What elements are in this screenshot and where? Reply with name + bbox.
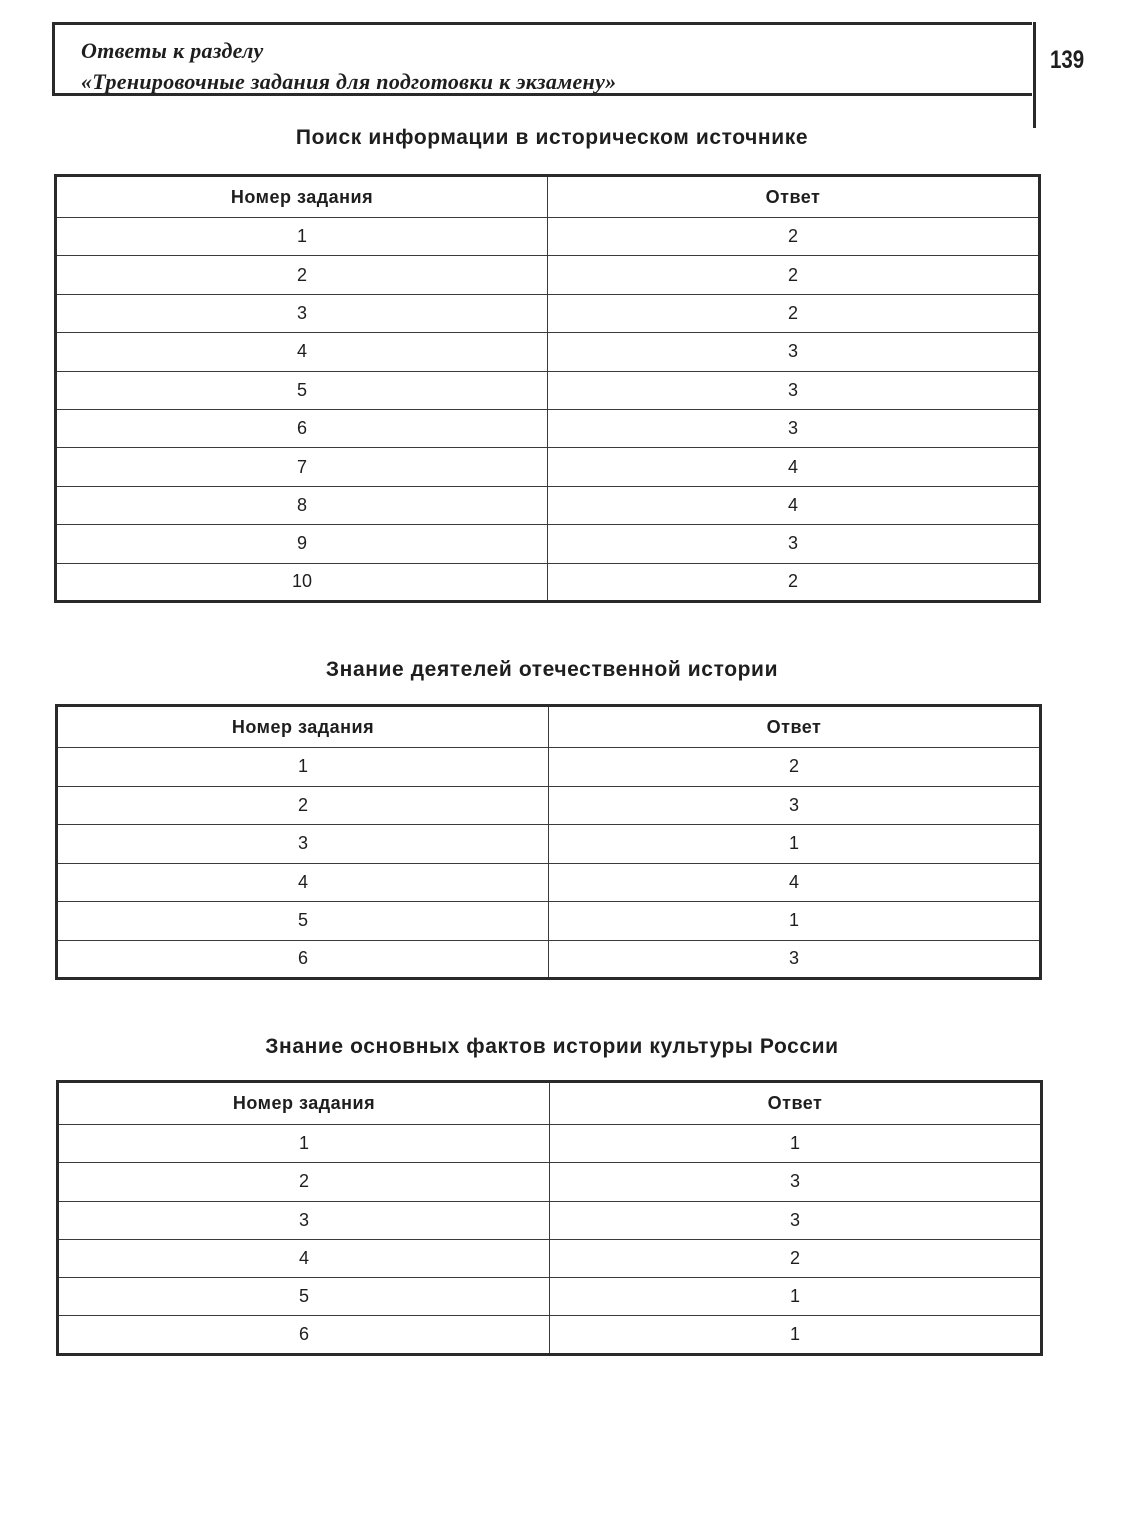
- header-line-2: «Тренировочные задания для подготовки к экзамену»: [81, 69, 617, 94]
- table-row: [57, 863, 1041, 902]
- table-row: [56, 371, 1040, 409]
- table-row: [56, 486, 1040, 524]
- answer-cell: 3: [550, 1163, 1042, 1201]
- task-number-cell: 6: [58, 1316, 550, 1354]
- answer-cell: 4: [548, 448, 1040, 486]
- table-row: [56, 294, 1040, 332]
- table-row: [58, 1239, 1042, 1277]
- table-row: [58, 1201, 1042, 1239]
- page-number: 139: [1050, 46, 1085, 74]
- column-header-task-number: Номер задания: [58, 1082, 550, 1125]
- task-number-cell: 2: [58, 1163, 550, 1201]
- answer-cell: 2: [550, 1239, 1042, 1277]
- task-number-cell: 9: [56, 525, 548, 563]
- column-header-task-number: Номер задания: [57, 706, 549, 748]
- answer-cell: 3: [549, 786, 1041, 825]
- table-row: [57, 825, 1041, 864]
- answer-cell: 1: [550, 1316, 1042, 1354]
- table-row: [57, 748, 1041, 787]
- task-number-cell: 4: [57, 863, 549, 902]
- task-number-cell: 5: [58, 1278, 550, 1316]
- table-row: [57, 786, 1041, 825]
- task-number-cell: 4: [58, 1239, 550, 1277]
- task-number-cell: 2: [57, 786, 549, 825]
- task-number-cell: 3: [57, 825, 549, 864]
- section-title-source-search: Поиск информации в историческом источнике: [295, 126, 809, 149]
- section-header: [52, 22, 1032, 96]
- task-number-cell: 6: [56, 409, 548, 447]
- column-header-answer: Ответ: [549, 706, 1041, 748]
- task-number-cell: 7: [56, 448, 548, 486]
- answer-cell: 3: [548, 371, 1040, 409]
- table-header-row: [57, 706, 1041, 748]
- column-header-task-number: Номер задания: [56, 176, 548, 218]
- table-row: [57, 902, 1041, 941]
- answer-cell: 3: [550, 1201, 1042, 1239]
- column-header-answer: Ответ: [550, 1082, 1042, 1125]
- task-number-cell: 3: [56, 294, 548, 332]
- header-line-1: Ответы к разделу: [81, 38, 264, 63]
- answer-cell: 3: [548, 525, 1040, 563]
- section-title-culture-history: Знание основных фактов истории культуры России: [265, 1035, 839, 1058]
- answers-table-culture-history: [56, 1080, 1043, 1356]
- table-row: [56, 525, 1040, 563]
- task-number-cell: 2: [56, 256, 548, 294]
- task-number-cell: 1: [57, 748, 549, 787]
- table-row: [58, 1278, 1042, 1316]
- answer-cell: 3: [548, 333, 1040, 371]
- column-header-answer: Ответ: [548, 176, 1040, 218]
- table-row: [58, 1316, 1042, 1354]
- task-number-cell: 5: [56, 371, 548, 409]
- table-header-row: [58, 1082, 1042, 1125]
- answer-cell: 4: [548, 486, 1040, 524]
- answers-table-source-search: [54, 174, 1041, 603]
- table-header-row: [56, 176, 1040, 218]
- answer-cell: 2: [548, 563, 1040, 601]
- table-row: [56, 448, 1040, 486]
- table-row: [56, 563, 1040, 601]
- answers-table-historical-figures: [55, 704, 1042, 980]
- task-number-cell: 1: [58, 1125, 550, 1163]
- answer-cell: 1: [549, 902, 1041, 941]
- header-divider: [1033, 22, 1036, 128]
- answer-cell: 3: [549, 940, 1041, 979]
- answer-cell: 2: [548, 256, 1040, 294]
- section-title-historical-figures: Знание деятелей отечественной истории: [325, 658, 779, 681]
- task-number-cell: 3: [58, 1201, 550, 1239]
- answer-cell: 1: [550, 1125, 1042, 1163]
- table-row: [56, 409, 1040, 447]
- task-number-cell: 8: [56, 486, 548, 524]
- task-number-cell: 1: [56, 218, 548, 256]
- table-row: [57, 940, 1041, 979]
- answer-cell: 4: [549, 863, 1041, 902]
- task-number-cell: 10: [56, 563, 548, 601]
- table-row: [58, 1125, 1042, 1163]
- table-row: [56, 256, 1040, 294]
- answer-cell: 1: [549, 825, 1041, 864]
- answer-cell: 2: [549, 748, 1041, 787]
- table-row: [56, 333, 1040, 371]
- task-number-cell: 5: [57, 902, 549, 941]
- answer-cell: 2: [548, 294, 1040, 332]
- answer-cell: 1: [550, 1278, 1042, 1316]
- answer-cell: 3: [548, 409, 1040, 447]
- answer-cell: 2: [548, 218, 1040, 256]
- task-number-cell: 4: [56, 333, 548, 371]
- task-number-cell: 6: [57, 940, 549, 979]
- table-row: [56, 218, 1040, 256]
- table-row: [58, 1163, 1042, 1201]
